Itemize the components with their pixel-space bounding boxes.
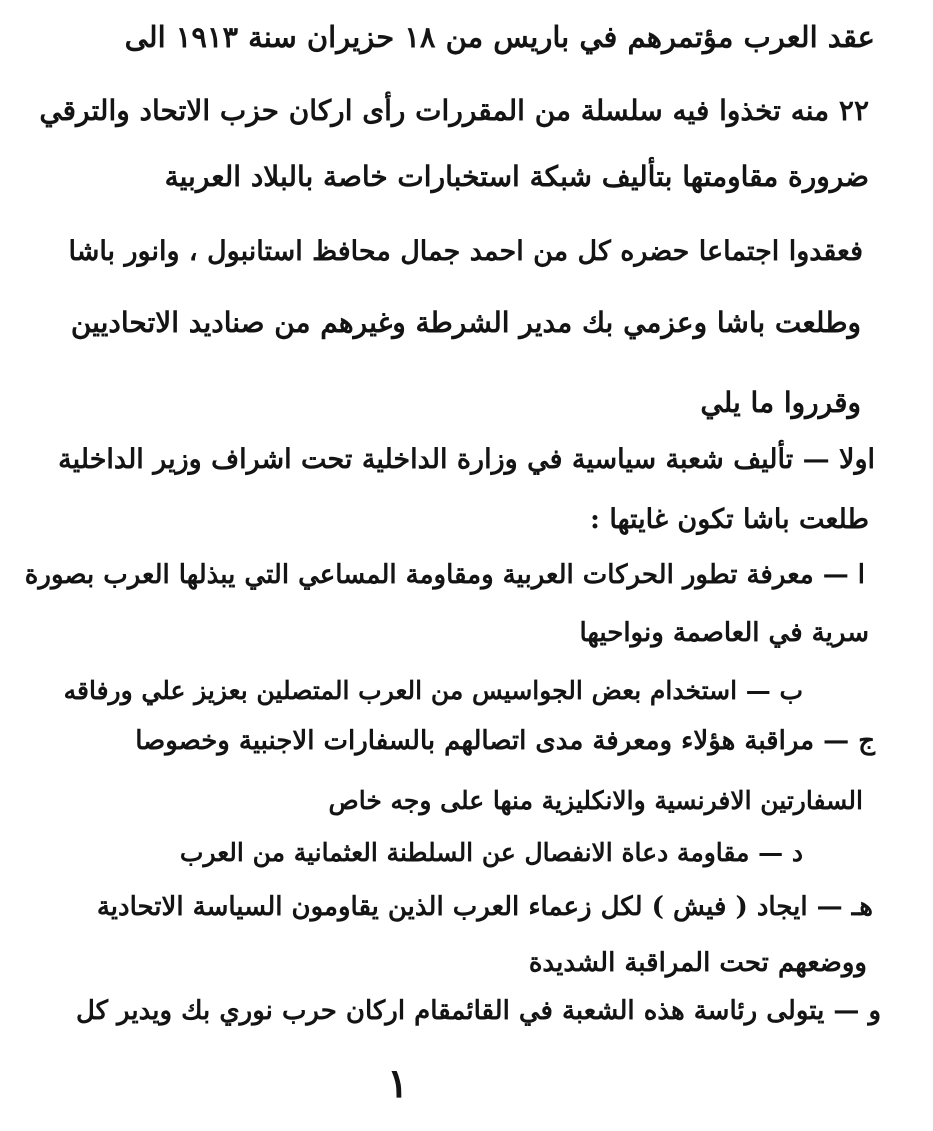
list-item: د — مقاومة دعاة الانفصال عن السلطنة العثمانية من العرب — [179, 838, 803, 867]
text-line: ٢٢ منه تخذوا فيه سلسلة من المقررات رأى اركان حزب الاتحاد والترقي — [39, 94, 869, 127]
text-line: ضرورة مقاومتها بتأليف شبكة استخبارات خاصة بالبلاد العربية — [164, 160, 869, 193]
list-item: هـ — ايجاد ( فيش ) لكل زعماء العرب الذين يقاومون السياسة الاتحادية — [96, 892, 873, 922]
text-line: طلعت باشا تكون غايتها : — [589, 504, 869, 535]
text-line: سرية في العاصمة ونواحيها — [579, 618, 869, 648]
list-item: ا — معرفة تطور الحركات العربية ومقاومة المساعي التي يبذلها العرب بصورة — [24, 560, 865, 590]
list-item: ج — مراقبة هؤلاء ومعرفة مدى اتصالهم بالسفارات الاجنبية وخصوصا — [135, 726, 875, 756]
text-line: وقرروا ما يلي — [700, 386, 861, 419]
text-line: فعقدوا اجتماعا حضره كل من احمد جمال محافظ استانبول ، وانور باشا — [68, 236, 863, 267]
text-line: السفارتين الافرنسية والانكليزية منها على وجه خاص — [328, 786, 863, 815]
text-line: وطلعت باشا وعزمي بك مدير الشرطة وغيرهم من صناديد الاتحاديين — [70, 306, 861, 339]
text-line: اولا — تأليف شعبة سياسية في وزارة الداخلية تحت اشراف وزير الداخلية — [58, 444, 875, 475]
list-item: ب — استخدام بعض الجواسيس من العرب المتصلين بعزيز علي ورفاقه — [63, 676, 803, 705]
page-number: ١ — [387, 1060, 409, 1107]
list-item: و — يتولى رئاسة هذه الشعبة في القائمقام اركان حرب نوري بك ويدير كل — [75, 996, 881, 1026]
text-line: عقد العرب مؤتمرهم في باريس من ١٨ حزيران سنة ١٩١٣ الى — [124, 20, 875, 54]
text-line: ووضعهم تحت المراقبة الشديدة — [528, 948, 867, 978]
